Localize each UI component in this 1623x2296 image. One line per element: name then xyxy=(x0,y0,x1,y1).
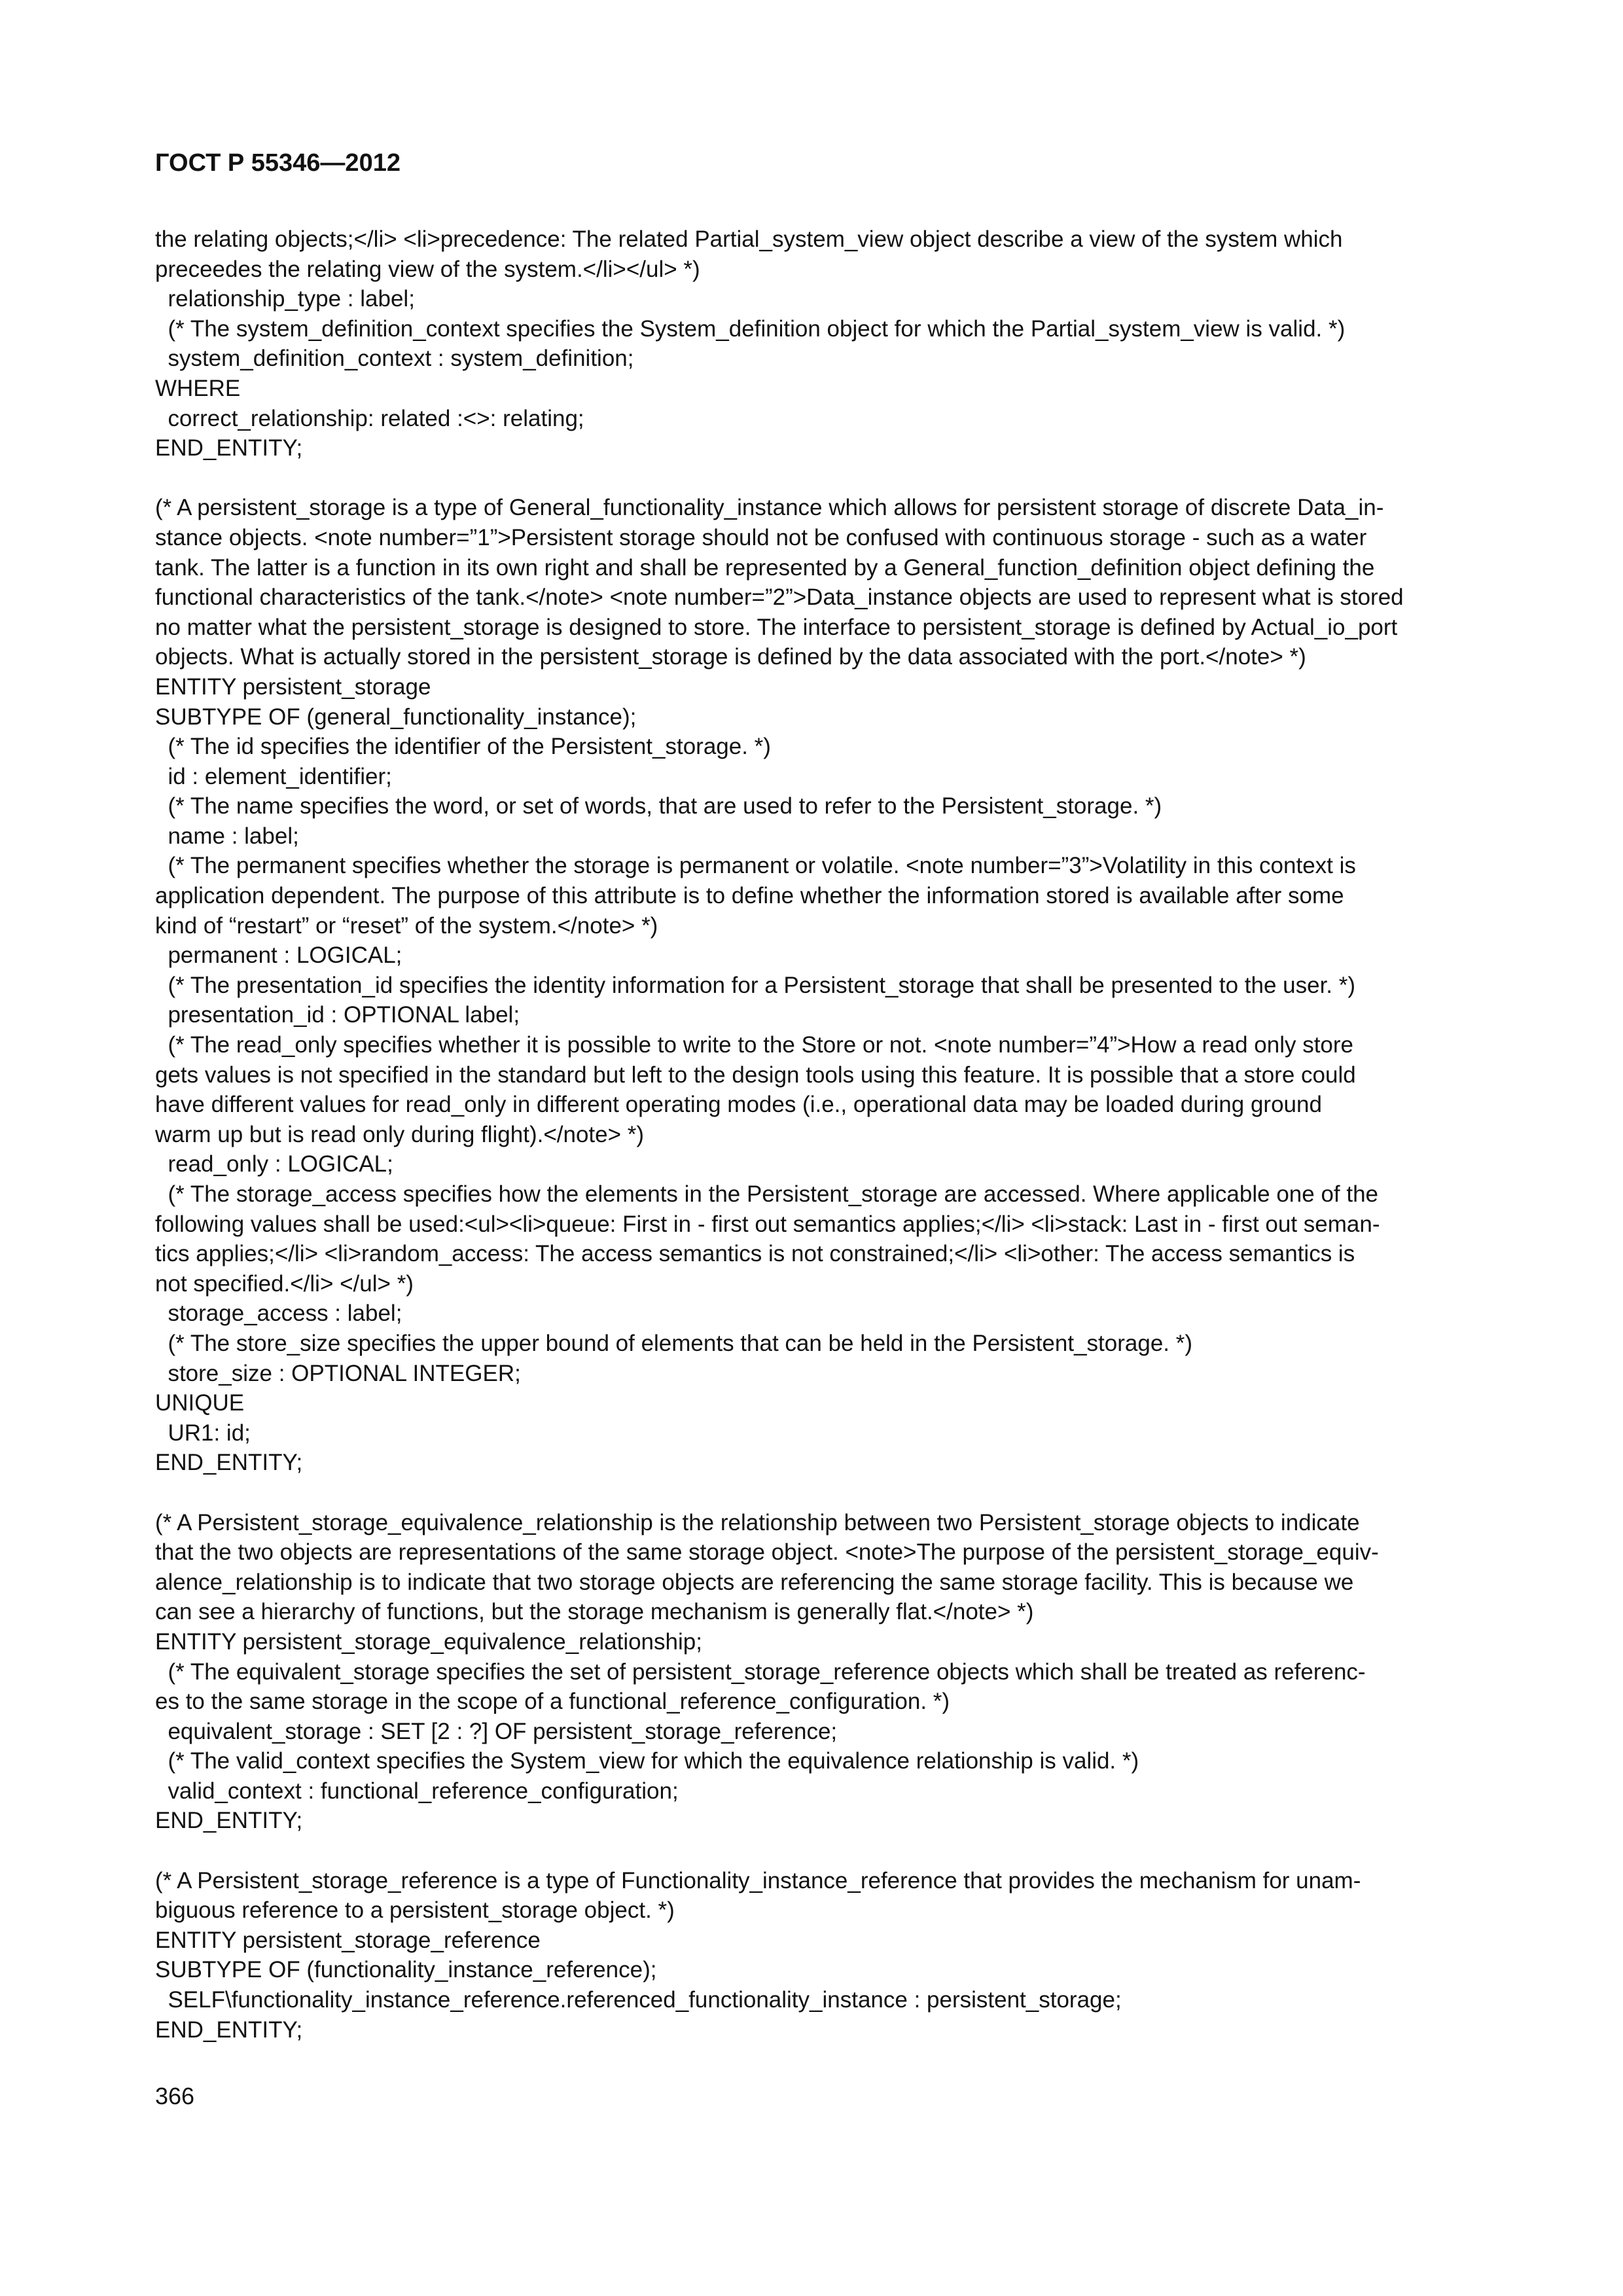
text-line: gets values is not specified in the standard but left to the design tools using this feature. It is possible that a store could xyxy=(155,1062,1356,1088)
text-line: preceedes the relating view of the system.</li></ul> *) xyxy=(155,256,700,282)
text-line: SUBTYPE OF (functionality_instance_reference); xyxy=(155,1957,657,1983)
text-line: END_ENTITY; xyxy=(155,435,303,461)
text-line: SUBTYPE OF (general_functionality_instance); xyxy=(155,704,637,730)
text-line: END_ENTITY; xyxy=(155,1450,303,1476)
text-line: (* A Persistent_storage_reference is a type of Functionality_instance_reference that provides the mechanism for unam- xyxy=(155,1867,1361,1893)
text-line: have different values for read_only in different operating modes (i.e., operational data may be loaded during ground xyxy=(155,1092,1322,1118)
text-line: biguous reference to a persistent_storage object. *) xyxy=(155,1897,675,1924)
text-line: (* The system_definition_context specifies the System_definition object for which the Partial_system_view is valid. *) xyxy=(155,315,1346,342)
text-line: functional characteristics of the tank.</note> <note number=”2”>Data_instance objects are used to represent what is stored xyxy=(155,584,1404,611)
text-line: id : element_identifier; xyxy=(155,763,392,789)
text-line: ENTITY persistent_storage_equivalence_relationship; xyxy=(155,1628,702,1655)
text-line: kind of “restart” or “reset” of the system.</note> *) xyxy=(155,912,658,939)
text-line: equivalent_storage : SET [2 : ?] OF persistent_storage_reference; xyxy=(155,1718,838,1744)
text-line: permanent : LOGICAL; xyxy=(155,942,402,969)
text-line: the relating objects;</li> <li>precedence: The related Partial_system_view object describe a view of the system which xyxy=(155,226,1343,252)
text-line: application dependent. The purpose of this attribute is to define whether the information stored is available after some xyxy=(155,883,1344,909)
text-line: no matter what the persistent_storage is designed to store. The interface to persistent_storage is defined by Actual_io_port xyxy=(155,614,1398,640)
text-line: tank. The latter is a function in its own right and shall be represented by a General_function_definition object defining the xyxy=(155,554,1375,581)
paragraph-gap xyxy=(155,1836,1487,1866)
text-line: warm up but is read only during flight).</note> *) xyxy=(155,1121,645,1147)
paragraph-gap xyxy=(155,463,1487,493)
text-line: alence_relationship is to indicate that two storage objects are referencing the same storage facility. This is because we xyxy=(155,1569,1354,1595)
document-body xyxy=(155,224,1487,2045)
text-line: storage_access : label; xyxy=(155,1300,402,1327)
text-line: (* The equivalent_storage specifies the set of persistent_storage_reference objects which shall be treated as referenc- xyxy=(155,1659,1366,1685)
text-line: (* The store_size specifies the upper bound of elements that can be held in the Persistent_storage. *) xyxy=(155,1330,1193,1356)
page-number: 366 xyxy=(155,2083,195,2109)
text-line: valid_context : functional_reference_configuration; xyxy=(155,1778,679,1804)
text-line: UR1: id; xyxy=(155,1420,251,1446)
text-line: objects. What is actually stored in the persistent_storage is defined by the data associated with the port.</note> *) xyxy=(155,644,1306,670)
text-line: stance objects. <note number=”1”>Persistent storage should not be confused with continuous storage - such as a water xyxy=(155,524,1367,550)
text-line: ENTITY persistent_storage xyxy=(155,673,431,700)
text-line: (* The presentation_id specifies the identity information for a Persistent_storage that shall be presented to the user. *) xyxy=(155,972,1356,998)
text-line: following values shall be used:<ul><li>queue: First in - first out semantics applies;</li> <li>stack: Last in - first out seman- xyxy=(155,1211,1380,1237)
text-line: store_size : OPTIONAL INTEGER; xyxy=(155,1360,521,1386)
text-line: (* The id specifies the identifier of the Persistent_storage. *) xyxy=(155,734,771,760)
text-line: (* A persistent_storage is a type of General_functionality_instance which allows for persistent storage of discrete Data_in- xyxy=(155,495,1384,521)
text-line: END_ENTITY; xyxy=(155,2017,303,2043)
text-line: that the two objects are representations of the same storage object. <note>The purpose of the persistent_storage_equiv- xyxy=(155,1539,1379,1566)
text-line: relationship_type : label; xyxy=(155,286,415,312)
text-line: (* The permanent specifies whether the storage is permanent or volatile. <note number=”3”>Volatility in this context is xyxy=(155,853,1356,879)
text-line: (* The name specifies the word, or set of words, that are used to refer to the Persistent_storage. *) xyxy=(155,793,1162,819)
text-line: ENTITY persistent_storage_reference xyxy=(155,1927,541,1953)
document-header: ГОСТ Р 55346—2012 xyxy=(155,149,401,177)
text-line: WHERE xyxy=(155,375,241,401)
text-line: UNIQUE xyxy=(155,1390,245,1416)
text-line: (* A Persistent_storage_equivalence_relationship is the relationship between two Persistent_storage objects to indicate xyxy=(155,1509,1360,1535)
text-line: tics applies;</li> <li>random_access: The access semantics is not constrained;</li> <li>other: The access semantics is xyxy=(155,1241,1355,1267)
text-line: END_ENTITY; xyxy=(155,1808,303,1834)
text-line: (* The storage_access specifies how the elements in the Persistent_storage are accessed. Where applicable one of the xyxy=(155,1181,1379,1207)
text-line: name : label; xyxy=(155,823,299,849)
text-line: can see a hierarchy of functions, but the storage mechanism is generally flat.</note> *) xyxy=(155,1599,1034,1625)
paragraph-gap xyxy=(155,1478,1487,1508)
text-line: (* The valid_context specifies the System_view for which the equivalence relationship is valid. *) xyxy=(155,1748,1139,1774)
text-line: es to the same storage in the scope of a functional_reference_configuration. *) xyxy=(155,1689,950,1715)
text-line: SELF\functionality_instance_reference.referenced_functionality_instance : persistent_storage; xyxy=(155,1987,1122,2013)
text-line: correct_relationship: related :<>: relating; xyxy=(155,405,584,431)
text-line: read_only : LOGICAL; xyxy=(155,1151,393,1177)
text-line: (* The read_only specifies whether it is possible to write to the Store or not. <note number=”4”>How a read only store xyxy=(155,1032,1354,1058)
text-line: system_definition_context : system_definition; xyxy=(155,346,634,372)
text-line: not specified.</li> </ul> *) xyxy=(155,1270,414,1297)
text-line: presentation_id : OPTIONAL label; xyxy=(155,1002,520,1028)
